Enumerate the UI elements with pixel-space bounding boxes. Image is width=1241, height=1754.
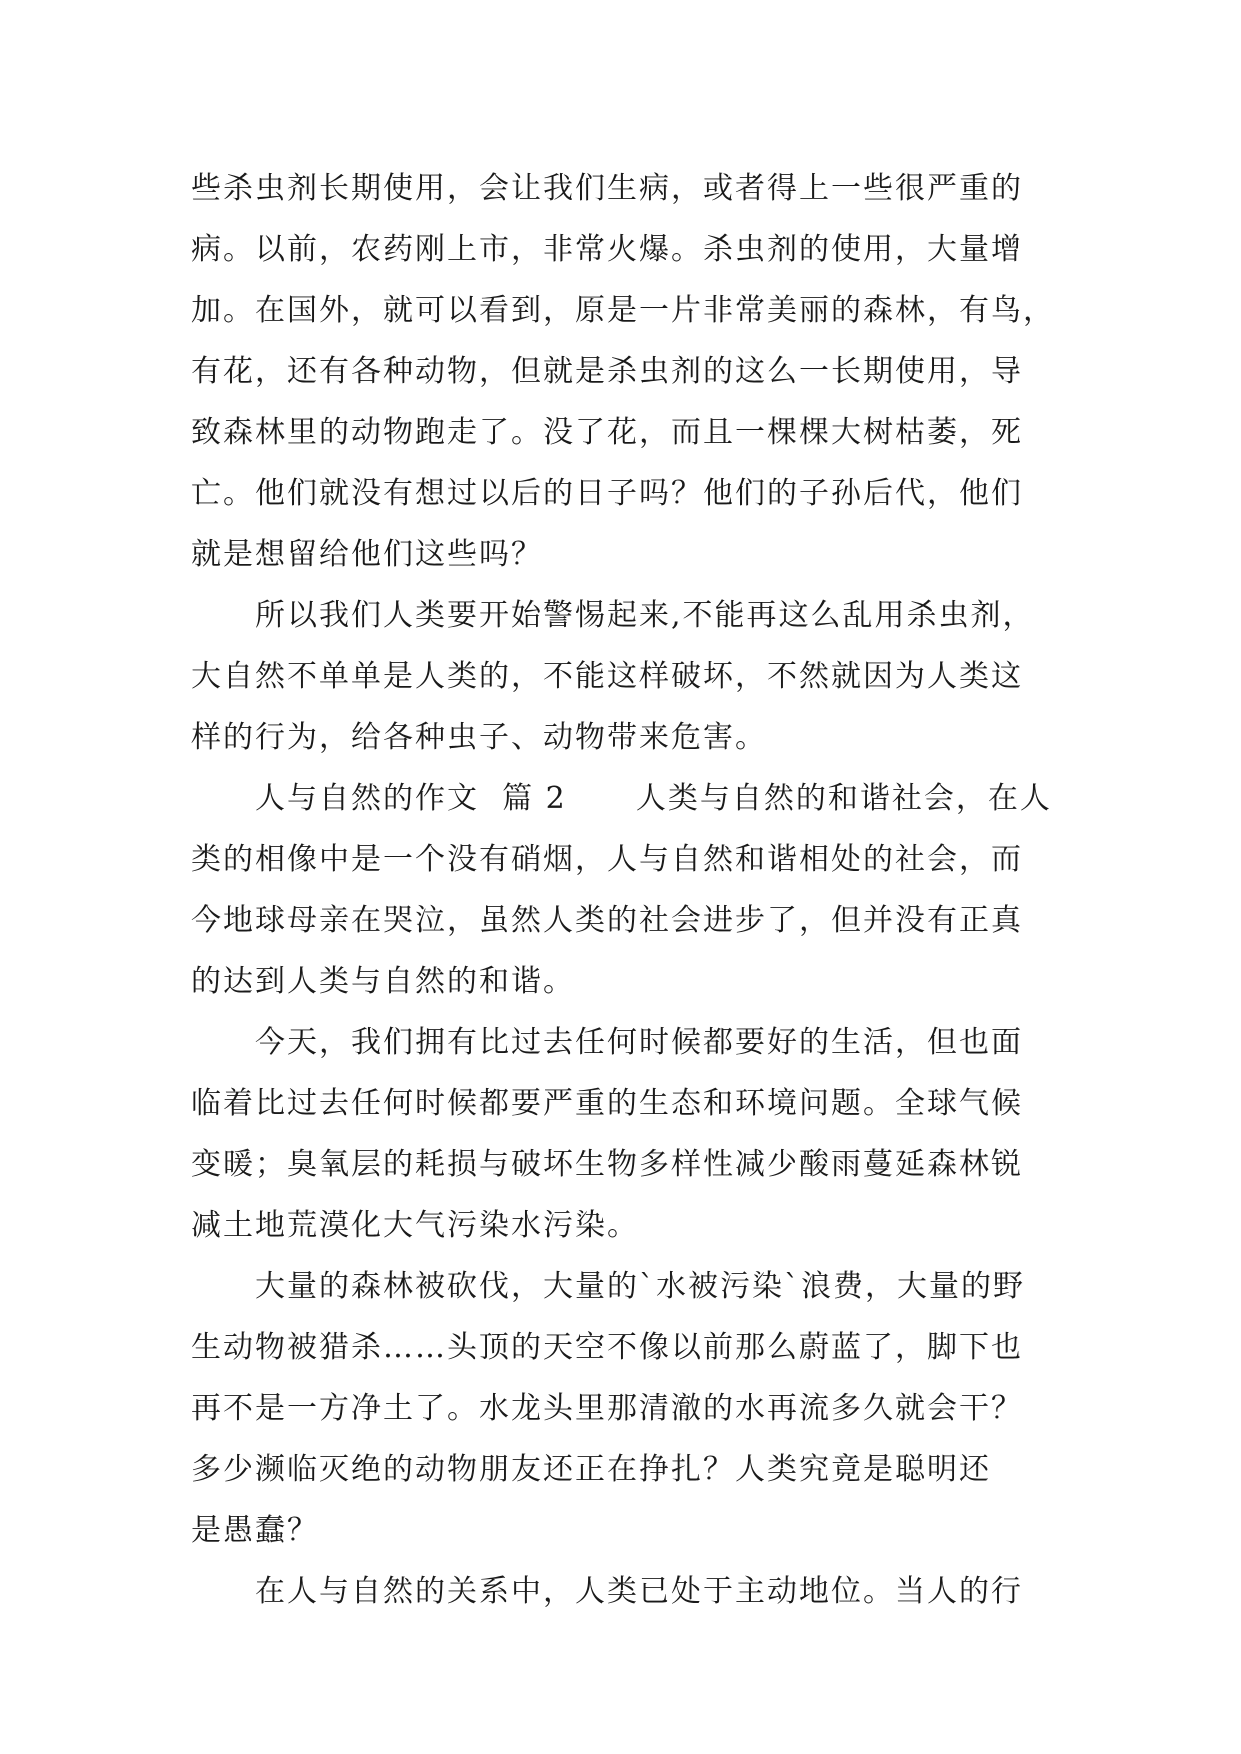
text-line: 大自然不单单是人类的，不能这样破坏，不然就因为人类这 — [191, 659, 1023, 694]
text-line: 变暖；臭氧层的耗损与破坏生物多样性减少酸雨蔓延森林锐 — [191, 1147, 1023, 1182]
text-line: 加。在国外，就可以看到，原是一片非常美丽的森林，有鸟， — [191, 293, 1055, 328]
text-line: 多少濒临灭绝的动物朋友还正在挣扎？人类究竟是聪明还 — [191, 1452, 991, 1487]
body-text — [191, 158, 1055, 1622]
text-line: 致森林里的动物跑走了。没了花，而且一棵棵大树枯萎，死 — [191, 415, 1023, 450]
text-line: 今地球母亲在哭泣，虽然人类的社会进步了，但并没有正真 — [191, 903, 1023, 938]
paragraph-start-line: 在人与自然的关系中，人类已处于主动地位。当人的行 — [255, 1574, 1023, 1609]
paragraph-start-line: 大量的森林被砍伐，大量的`水被污染`浪费，大量的野 — [255, 1269, 1025, 1304]
text-line: 亡。他们就没有想过以后的日子吗？他们的子孙后代，他们 — [191, 476, 1023, 511]
text-line: 的达到人类与自然的和谐。 — [191, 964, 575, 999]
paragraph-start-line: 所以我们人类要开始警惕起来,不能再这么乱用杀虫剂， — [255, 598, 1035, 633]
text-line: 就是想留给他们这些吗？ — [191, 537, 543, 572]
text-line: 减土地荒漠化大气污染水污染。 — [191, 1208, 639, 1243]
text-line: 样的行为，给各种虫子、动物带来危害。 — [191, 720, 767, 755]
paragraph-start-line: 今天，我们拥有比过去任何时候都要好的生活，但也面 — [255, 1025, 1023, 1060]
text-line: 生动物被猎杀……头顶的天空不像以前那么蔚蓝了，脚下也 — [191, 1330, 1023, 1365]
text-line: 类的相像中是一个没有硝烟，人与自然和谐相处的社会，而 — [191, 842, 1023, 877]
text-line: 病。以前，农药刚上市，非常火爆。杀虫剂的使用，大量增 — [191, 232, 1023, 267]
text-line: 临着比过去任何时候都要严重的生态和环境问题。全球气候 — [191, 1086, 1023, 1121]
text-line: 再不是一方净土了。水龙头里那清澈的水再流多久就会干？ — [191, 1391, 1023, 1426]
section-heading-line: 人与自然的作文 篇 2 人类与自然的和谐社会，在人 — [255, 781, 1052, 816]
text-line: 有花，还有各种动物，但就是杀虫剂的这么一长期使用，导 — [191, 354, 1023, 389]
text-line: 是愚蠢？ — [191, 1513, 319, 1548]
text-line: 些杀虫剂长期使用，会让我们生病，或者得上一些很严重的 — [191, 171, 1023, 206]
